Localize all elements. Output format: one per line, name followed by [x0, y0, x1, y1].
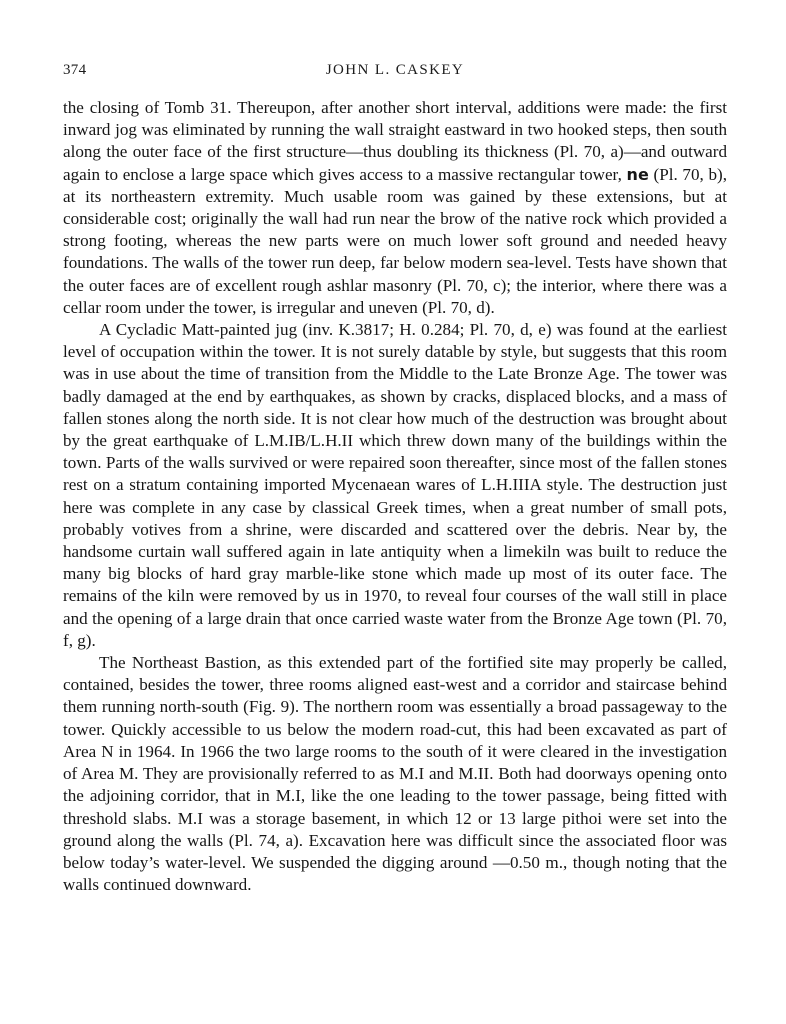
paragraph-cycladic-jug: A Cycladic Matt-painted jug (inv. K.3817; H. 0.284; Pl. 70, d, e) was found at the earliest level of occupation within the tower. It is not surely datable by style, but suggests that this room was in use about the time of transition from the Middle to the Late Bronze Age. The tower was badly damaged at the end by earthquakes, as shown by cracks, displaced blocks, and a mass of fallen stones along the north side. It is not clear how much of the destruction was brought about by the great earthquake of L.M.IB/L.H.II which threw down many of the buildings within the town. Parts of the walls survived or were repaired soon thereafter, since most of the fallen stones rest on a stratum containing imported Mycenaean wares of L.H.IIIA style. The destruction just here was complete in any case by classical Greek times, when a great number of small pots, probably votives from a shrine, were discarded and scattered over the debris. Near by, the handsome curtain wall suffered again in late antiquity when a limekiln was built to reduce the many big blocks of hard gray marble-like stone which made up most of its outer face. The remains of the kiln were removed by us in 1970, to reveal four courses of the wall still in place and the opening of a large drain that once carried waste water from the Bronze Age town (Pl. 70, f, g).: [63, 320, 727, 650]
paragraph-1-text-end: (Pl. 70, b), at its northeastern extremity. Much usable room was gained by these extensions, but at considerable cost; originally the wall had run near the brow of the native rock which provided a strong footing, whereas the new parts were on much lower soft ground and needed heavy foundations. The walls of the tower run deep, far below modern sea-level. Tests have shown that the outer faces are of excellent rough ashlar masonry (Pl. 70, c); the interior, where there was a cellar room under the tower, is irregular and uneven (Pl. 70, d).: [63, 164, 727, 317]
paragraph-northeast-bastion: The Northeast Bastion, as this extended part of the fortified site may properly be called, contained, besides the tower, three rooms aligned east-west and a corridor and staircase behind them running north-south (Fig. 9). The northern room was essentially a broad passageway to the tower. Quickly accessible to us below the modern road-cut, this had been excavated as part of Area N in 1964. In 1966 the two large rooms to the south of it were cleared in the investigation of Area M. They are provisionally referred to as M.I and M.II. Both had doorways opening onto the adjoining corridor, that in M.I, like the one leading to the tower passage, being fitted with threshold slabs. M.I was a storage basement, in which 12 or 13 large pithoi were set into the ground along the walls (Pl. 74, a). Excavation here was difficult since the associated floor was below today’s water-level. We suspended the digging around —0.50 m., though noting that the walls continued downward.: [63, 653, 727, 895]
running-head-author: JOHN L. CASKEY: [325, 62, 465, 78]
tower-label-ne: ne: [626, 164, 649, 184]
paragraph-1-text-start: the closing of Tomb 31. Thereupon, after another short interval, additions were made: the first inward jog was eliminated by running the wall straight eastward in two hooked steps, then south along the outer face of the first structure—thus doubling its thickness (Pl. 70, a)—and outward again to enclose a large space which gives access to a massive rectangular tower,: [63, 98, 727, 184]
body-text: [63, 97, 727, 896]
page-header: [63, 62, 727, 84]
paragraph-continued: [63, 97, 727, 319]
page-number: 374: [63, 62, 87, 78]
